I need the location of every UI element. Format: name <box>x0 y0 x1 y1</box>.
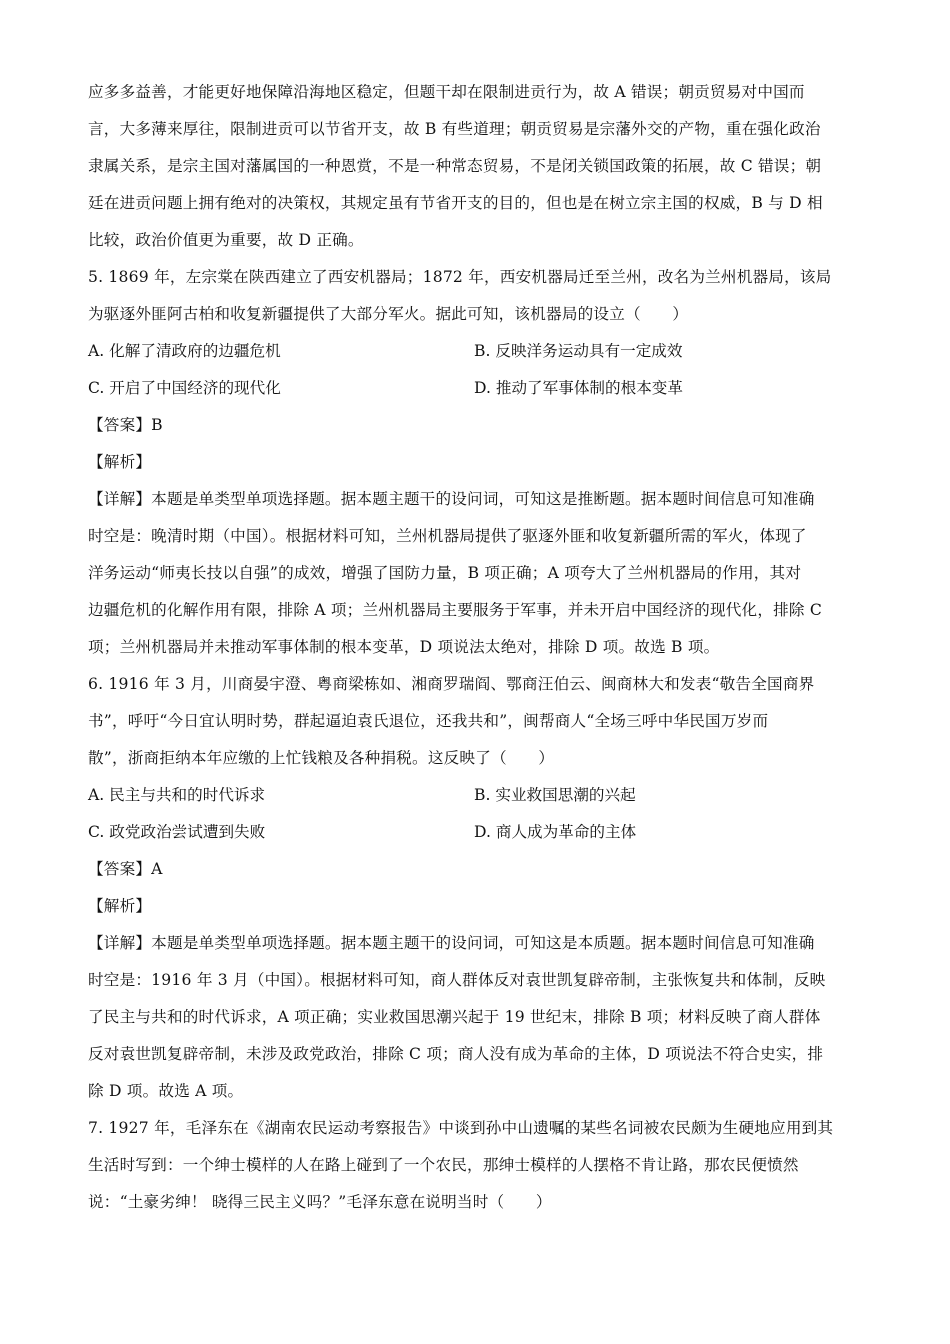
question-5 <box>88 259 860 666</box>
options-row <box>88 333 860 370</box>
question-stem-line: 7. 1927 年，毛泽东在《湖南农民运动考察报告》中谈到孙中山遗嘱的某些名词被农民颇为生硬地应用到其 <box>88 1119 834 1137</box>
text-line: 应多多益善，才能更好地保障沿海地区稳定，但题干却在限制进贡行为，故 A 错误；朝贡贸易对中国而 <box>88 83 805 101</box>
option-a: A. 化解了清政府的边疆危机 <box>88 342 281 360</box>
options-row <box>88 370 860 407</box>
option-c: C. 政党政治尝试遭到失败 <box>88 823 266 841</box>
text-line: 比较，政治价值更为重要，故 D 正确。 <box>88 231 364 249</box>
text-line: 廷在进贡问题上拥有绝对的决策权，其规定虽有节省开支的目的，但也是在树立宗主国的权威，B 与 D 相 <box>88 194 823 212</box>
question-stem-line: 书”，呼吁“今日宜认明时势，群起逼迫袁氏退位，还我共和”，闽帮商人“全场三呼中华民国万岁而 <box>88 712 769 730</box>
detail-line: 【详解】本题是单类型单项选择题。据本题主题干的设问词，可知这是本质题。据本题时间信息可知准确 <box>88 934 815 952</box>
question-stem-line: 6. 1916 年 3 月，川商晏宇澄、粤商梁栋如、湘商罗瑞阎、鄂商汪伯云、闽商林大和发表“敬告全国商界 <box>88 675 815 693</box>
option-d: D. 推动了军事体制的根本变革 <box>474 379 683 397</box>
question-7 <box>88 1110 860 1221</box>
detail-line: 时空是：晚清时期（中国）。根据材料可知，兰州机器局提供了驱逐外匪和收复新疆所需的军火，体现了 <box>88 527 807 545</box>
question-stem-line: 生活时写到：一个绅士模样的人在路上碰到了一个农民，那绅士模样的人摆格不肯让路，那农民便愤然 <box>88 1156 799 1174</box>
answer-label: 【答案】A <box>88 860 163 878</box>
question-stem-line: 为驱逐外匪阿古柏和收复新疆提供了大部分军火。据此可知，该机器局的设立（ ） <box>88 305 689 323</box>
question-stem-line: 说：“土豪劣绅！ 晓得三民主义吗？”毛泽东意在说明当时（ ） <box>88 1193 552 1211</box>
options-row <box>88 777 860 814</box>
intro-paragraph <box>88 74 860 259</box>
option-b: B. 实业救国思潮的兴起 <box>474 786 636 804</box>
detail-line: 时空是：1916 年 3 月（中国）。根据材料可知，商人群体反对袁世凯复辟帝制，主张恢复共和体制，反映 <box>88 971 826 989</box>
option-b: B. 反映洋务运动具有一定成效 <box>474 342 683 360</box>
analysis-label: 【解析】 <box>88 897 152 915</box>
text-line: 言，大多薄来厚往，限制进贡可以节省开支，故 B 有些道理；朝贡贸易是宗藩外交的产物，重在强化政治 <box>88 120 821 138</box>
analysis-label: 【解析】 <box>88 453 152 471</box>
detail-line: 除 D 项。故选 A 项。 <box>88 1082 244 1100</box>
detail-line: 反对袁世凯复辟帝制，未涉及政党政治，排除 C 项；商人没有成为革命的主体，D 项说法不符合史实，排 <box>88 1045 824 1063</box>
detail-line: 洋务运动“师夷长技以自强”的成效，增强了国防力量，B 项正确；A 项夸大了兰州机器局的作用，其对 <box>88 564 802 582</box>
detail-line: 项；兰州机器局并未推动军事体制的根本变革，D 项说法太绝对，排除 D 项。故选 B 项。 <box>88 638 720 656</box>
option-a: A. 民主与共和的时代诉求 <box>88 786 266 804</box>
detail-line: 了民主与共和的时代诉求，A 项正确；实业救国思潮兴起于 19 世纪末，排除 B 项；材料反映了商人群体 <box>88 1008 821 1026</box>
question-6 <box>88 666 860 1110</box>
document-page <box>88 74 860 1221</box>
option-d: D. 商人成为革命的主体 <box>474 823 637 841</box>
detail-line: 【详解】本题是单类型单项选择题。据本题主题干的设问词，可知这是推断题。据本题时间信息可知准确 <box>88 490 815 508</box>
option-c: C. 开启了中国经济的现代化 <box>88 379 281 397</box>
question-stem-line: 散”，浙商拒纳本年应缴的上忙钱粮及各种捐税。这反映了（ ） <box>88 749 555 767</box>
text-line: 隶属关系，是宗主国对藩属国的一种恩赏，不是一种常态贸易，不是闭关锁国政策的拓展，故 C 错误；朝 <box>88 157 822 175</box>
detail-line: 边疆危机的化解作用有限，排除 A 项；兰州机器局主要服务于军事，并未开启中国经济的现代化，排除 C <box>88 601 822 619</box>
options-row <box>88 814 860 851</box>
question-stem-line: 5. 1869 年，左宗棠在陕西建立了西安机器局；1872 年，西安机器局迁至兰州，改名为兰州机器局，该局 <box>88 268 832 286</box>
answer-label: 【答案】B <box>88 416 163 434</box>
